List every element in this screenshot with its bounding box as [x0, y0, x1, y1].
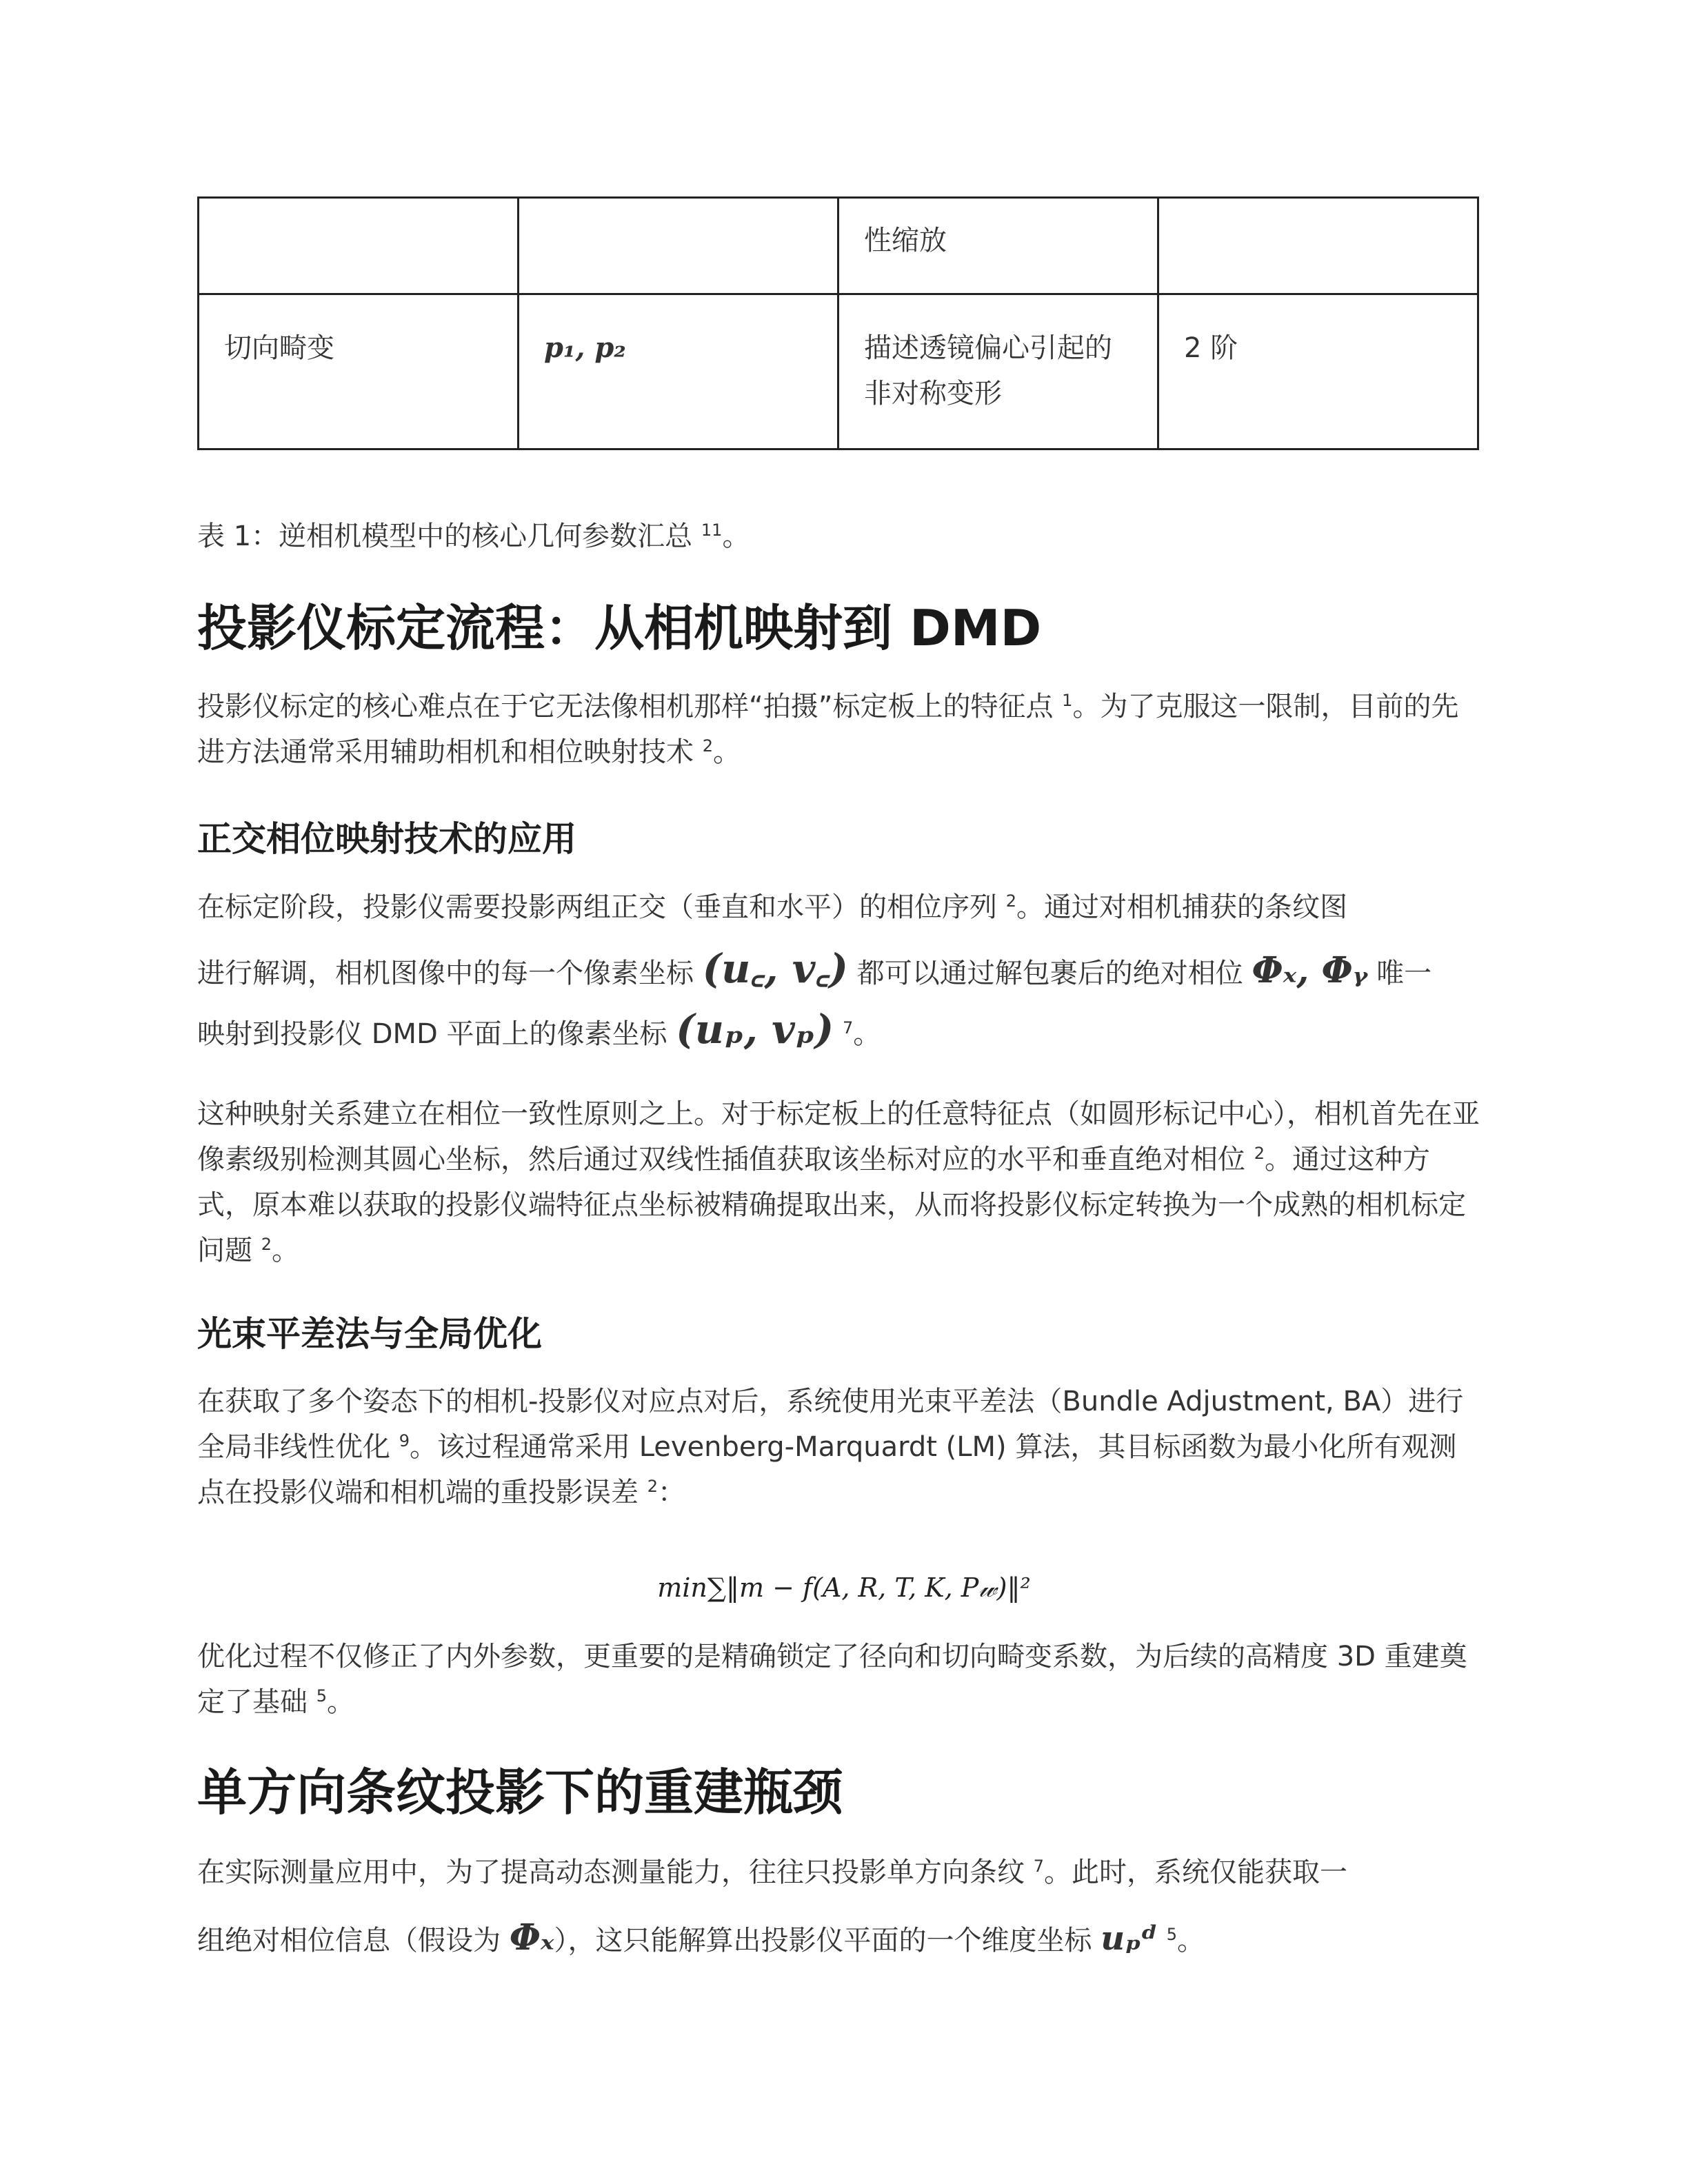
section-heading: 单方向条纹投影下的重建瓶颈: [197, 1763, 843, 1821]
table-cell: 描述透镜偏心引起的非对称变形: [838, 294, 1158, 449]
table-cell: [199, 198, 519, 294]
math-expression: (u꜀, v꜀): [702, 945, 848, 992]
paragraph: 这种映射关系建立在相位一致性原则之上。对于标定板上的任意特征点（如圆形标记中心），相机首先在亚像素级别检测其圆心坐标，然后通过双线性插值获取该坐标对应的水平和垂直绝对相位 $^2$。通过这种方式，原本难以获取的投影仪端特征点坐标被精确提取出来，从而将投影仪标定转换为一个成熟的相机标定问题 $^2$。: [197, 1098, 1480, 1266]
subsection-heading: 光束平差法与全局优化: [197, 1314, 542, 1354]
paragraph-line: 映射到投影仪 DMD 平面上的像素坐标 (uₚ, vₚ) $^7$。: [197, 1006, 881, 1053]
paragraph-line: 在实际测量应用中，为了提高动态测量能力，往往只投影单方向条纹 $^7$。此时，系统仅能获取一: [197, 1857, 1347, 1888]
footnote-ref: 2: [1254, 1144, 1265, 1163]
paragraph-line: 进行解调，相机图像中的每一个像素坐标 (u꜀, v꜀) 都可以通过解包裹后的绝对相位 Φₓ, Φᵧ 唯一: [197, 945, 1432, 992]
table-row: [199, 198, 1478, 294]
subsection-heading: 正交相位映射技术的应用: [197, 819, 576, 859]
paragraph: 优化过程不仅修正了内外参数，更重要的是精确锁定了径向和切向畸变系数，为后续的高精度 3D 重建奠定了基础 $^5$。: [197, 1641, 1467, 1718]
table-cell: [1158, 198, 1478, 294]
paragraph: 在标定阶段，投影仪需要投影两组正交（垂直和水平）的相位序列 $^2$。通过对相机捕获的条纹图: [197, 891, 1347, 923]
footnote-ref: 11: [701, 520, 723, 540]
footnote-ref: 2: [1005, 891, 1016, 911]
math-expression: Φₓ: [509, 1917, 554, 1959]
math-expression: Φₓ, Φᵧ: [1252, 949, 1368, 991]
footnote-ref: 5: [1166, 1925, 1177, 1944]
paragraph-line: 组绝对相位信息（假设为 Φₓ），这只能解算出投影仪平面的一个维度坐标 uₚᵈ $^5$。: [197, 1917, 1205, 1959]
math-expression: (uₚ, vₚ): [676, 1006, 834, 1053]
parameter-table: [197, 196, 1479, 450]
formula: min∑‖m − f(A, R, T, K, P𝓌)‖²: [657, 1573, 1031, 1603]
paragraph: 在获取了多个姿态下的相机-投影仪对应点对后，系统使用光束平差法（Bundle Adjustment, BA）进行全局非线性优化 $^9$。该过程通常采用 Levenberg-Marquardt (LM) 算法，其目标函数为最小化所有观测点在投影仪端和相机端的重投影误差 $^2$：: [197, 1386, 1464, 1508]
table-caption: 表 1：逆相机模型中的核心几何参数汇总 $^{11}$。: [197, 520, 750, 552]
table-cell: [519, 198, 838, 294]
table-cell: p₁, p₂: [519, 294, 838, 449]
footnote-ref: 1: [1062, 691, 1073, 710]
footnote-ref: 7: [842, 1018, 854, 1038]
table-cell: 切向畸变: [199, 294, 519, 449]
section-heading: 投影仪标定流程：从相机映射到 DMD: [197, 599, 1042, 657]
table-cell: 性缩放: [838, 198, 1158, 294]
footnote-ref: 9: [399, 1431, 410, 1450]
paragraph: 投影仪标定的核心难点在于它无法像相机那样“拍摄”标定板上的特征点 $^1$。为了克服这一限制，目前的先进方法通常采用辅助相机和相位映射技术 $^2$。: [197, 691, 1459, 768]
math-expression: uₚᵈ: [1101, 1919, 1158, 1958]
footnote-ref: 5: [316, 1686, 327, 1706]
footnote-ref: 2: [647, 1477, 658, 1496]
footnote-ref: 2: [702, 736, 713, 756]
footnote-ref: 2: [261, 1235, 272, 1254]
footnote-ref: 7: [1033, 1857, 1044, 1876]
table-row: [199, 294, 1478, 449]
table-cell: 2 阶: [1158, 294, 1478, 449]
